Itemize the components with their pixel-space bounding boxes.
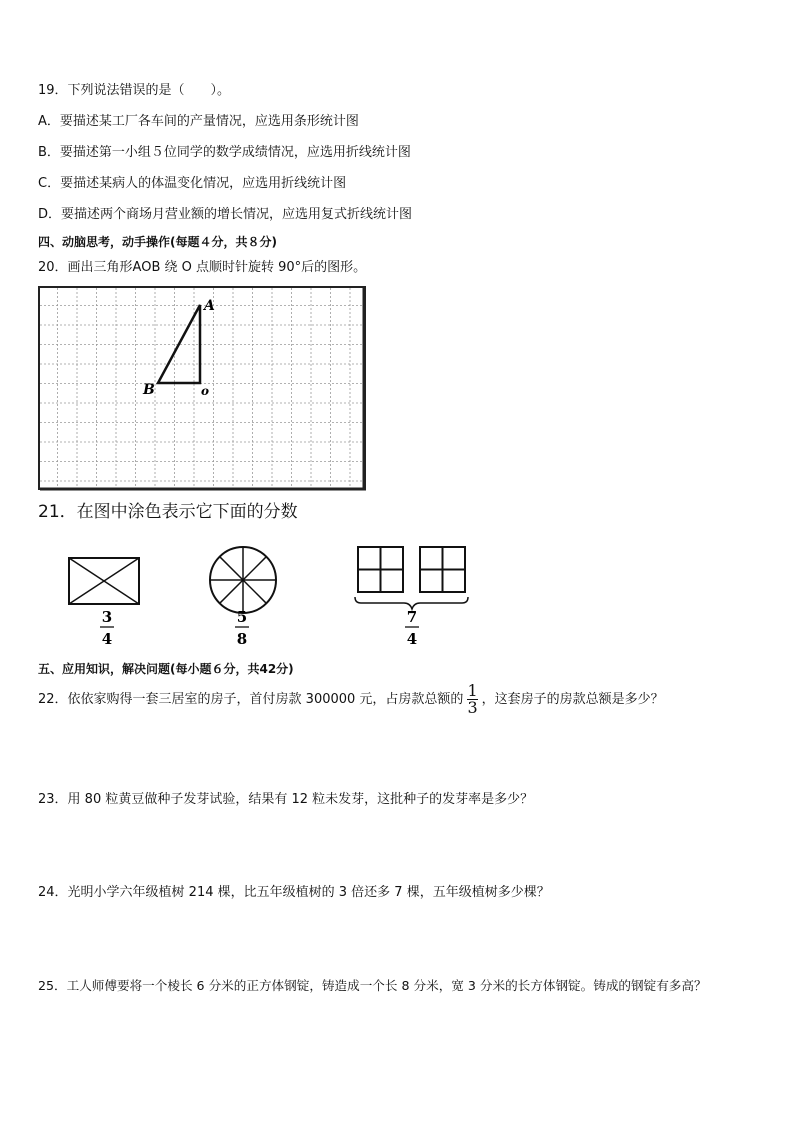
q22-fraction-denominator: 3 xyxy=(467,698,478,717)
circle-eighths xyxy=(210,547,276,613)
q23-text: 23．用 80 粒黄豆做种子发芽试验，结果有 12 粒未发芽，这批种子的发芽率是多少？ xyxy=(38,792,534,807)
label-o: o xyxy=(201,384,210,398)
q22-fraction-numerator: 1 xyxy=(467,681,478,700)
q19-option-c: C．要描述某病人的体温变化情况，应选用折线统计图 xyxy=(38,176,347,191)
q22-text-before: 22．依依家购得一套三居室的房子，首付房款 300000 元，占房款总额的 xyxy=(38,692,464,707)
q20-stem: 20．画出三角形AOB 绕 O 点顺时针旋转 90°后的图形。 xyxy=(38,260,367,275)
q25-text: 25．工人师傅要将一个棱长 6 分米的正方体钢锭，铸造成一个长 8 分米，宽 3 分米的长方体钢锭。铸成的钢锭有多高？ xyxy=(38,978,707,993)
rectangle-quartered xyxy=(69,558,139,604)
q19-option-a: A．要描述某工厂各车间的产量情况，应选用条形统计图 xyxy=(38,114,359,129)
q21-stem: 21．在图中涂色表示它下面的分数 xyxy=(38,502,298,522)
fraction-3-denominator: 4 xyxy=(406,630,418,648)
q22-text xyxy=(38,683,664,717)
fraction-2-denominator: 8 xyxy=(236,630,248,648)
fraction-3-numerator: 7 xyxy=(406,608,418,626)
label-b: B xyxy=(143,382,155,398)
section-4-heading: 四、动脑思考，动手操作(每题４分，共８分) xyxy=(38,235,277,249)
fraction-1-denominator: 4 xyxy=(101,630,113,648)
q21-shapes-figure xyxy=(38,540,494,654)
q24-text: 24．光明小学六年级植树 214 棵，比五年级植树的 3 倍还多 7 棵，五年级植树多少棵？ xyxy=(38,885,550,900)
q19-option-b: B．要描述第一小组５位同学的数学成绩情况，应选用折线统计图 xyxy=(38,145,411,160)
q19-stem: 19．下列说法错误的是（ ）。 xyxy=(38,83,231,98)
q22-fraction xyxy=(467,681,478,717)
q19-option-d: D．要描述两个商场月营业额的增长情况，应选用复式折线统计图 xyxy=(38,207,413,222)
fraction-1-numerator: 3 xyxy=(101,608,113,626)
fraction-2-numerator: 5 xyxy=(236,608,248,626)
label-a: A xyxy=(204,298,215,314)
q20-grid-figure xyxy=(38,286,368,492)
two-squares-quarters xyxy=(358,547,465,592)
q22-text-after: ，这套房子的房款总额是多少？ xyxy=(481,692,664,707)
section-5-heading: 五、应用知识，解决问题(每小题６分，共42分) xyxy=(38,662,294,676)
